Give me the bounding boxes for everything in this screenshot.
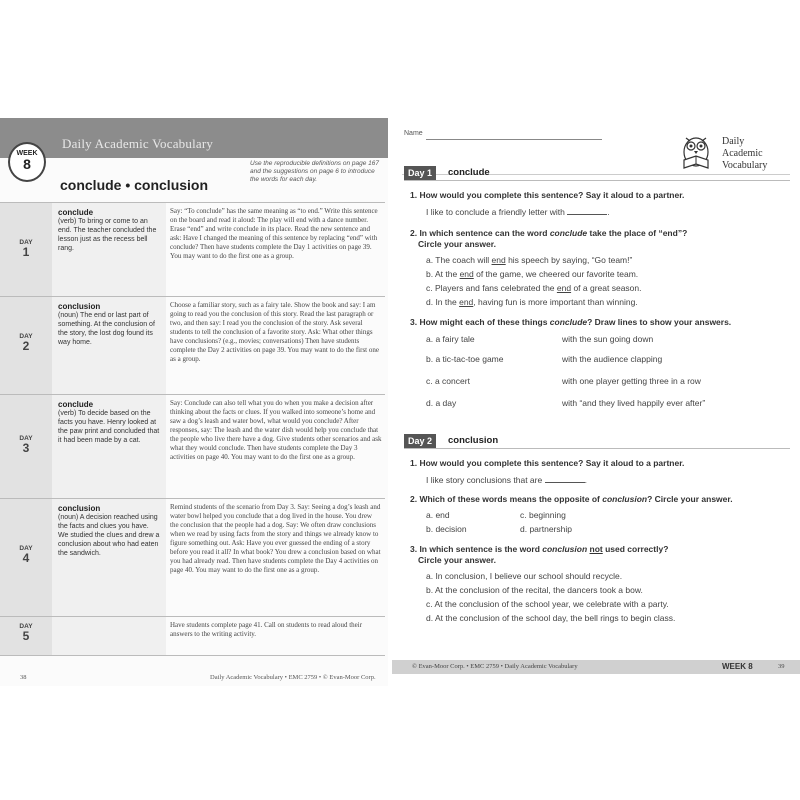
day1-tag: Day 1 xyxy=(404,166,436,180)
day1-question-2-line2: Circle your answer. xyxy=(418,239,496,249)
definition-cell xyxy=(52,499,166,617)
left-page xyxy=(0,118,388,686)
instructions: Say: Conclude can also tell what you do when you make a decision after thinking about the facts or clues. If you walked into someone’s home and saw a dog’s leash and water bowl, what would you conclude? After responses, say: The leash and the water dish would help you conclude that the people who live there have a dog. Give students other scenarios and ask what they would conclude. Then have students complete the Day 3 activities on page 40. You may want to do the first one as a group. xyxy=(170,399,382,461)
definition: (verb) To decide based on the facts you have. Henry looked at the paw print and concluded that it had been made by a cat. xyxy=(58,410,160,444)
instructions: Remind students of the scenario from Day 3. Say: Seeing a dog’s leash and water bowl helped you conclude that a dog lived in the house. You drew the conclusion that the people had a dog. Say: We often draw conclusions when we read by using facts from the story and things we already know to figure something out. Ask: Have you ever guessed the ending of a story before you read it all? In what book? You drew a conclusion based on what you had already read. Then have students complete the Day 4 activities on page 40. You may want to do the first one as a group. xyxy=(170,503,381,574)
match-left-item[interactable]: a. a fairy tale xyxy=(426,334,475,344)
day2-word: conclusion xyxy=(448,435,499,446)
q-text: used correctly? xyxy=(602,544,669,554)
q-text: take the place of “end”? xyxy=(587,228,688,238)
week-badge xyxy=(8,142,46,182)
name-field[interactable] xyxy=(426,139,602,140)
day2-q3-option[interactable]: c. At the conclusion of the school year, we celebrate with a party. xyxy=(426,599,669,609)
q-word: conclusion xyxy=(602,494,648,504)
right-footer-text: © Evan-Moor Corp. • EMC 2759 • Daily Academic Vocabulary xyxy=(412,663,578,670)
term: conclude xyxy=(58,208,94,217)
right-footer xyxy=(392,660,800,674)
sentence-text: I like story conclusions that are xyxy=(426,475,543,485)
day2-header xyxy=(404,434,790,449)
definition: (noun) The end or last part of something. At the conclusion of the story, the lost dog found its way home. xyxy=(58,312,155,346)
q-not: not xyxy=(589,544,603,554)
match-right-item[interactable]: with the sun going down xyxy=(562,334,654,344)
term: conclusion xyxy=(58,504,101,513)
lesson-table xyxy=(0,202,388,682)
definition-cell xyxy=(52,297,166,395)
left-footer-text: Daily Academic Vocabulary • EMC 2759 • © Evan-Moor Corp. xyxy=(210,674,376,681)
word-title: conclude • conclusion xyxy=(60,177,209,193)
match-right-item[interactable]: with “and they lived happily ever after” xyxy=(562,398,706,408)
day2-q1-sentence: I like story conclusions that are . xyxy=(426,475,587,485)
day2-q3-option[interactable]: b. At the conclusion of the recital, the dancers took a bow. xyxy=(426,585,643,595)
instructions: Have students complete page 41. Call on students to read aloud their answers to the writing activity. xyxy=(170,621,363,638)
day-number: 5 xyxy=(22,629,30,643)
logo-line: Daily xyxy=(722,136,745,147)
lesson-row-day3 xyxy=(0,394,385,499)
day-number: 3 xyxy=(22,441,30,455)
lesson-row-day5 xyxy=(0,616,385,656)
logo-line: Academic xyxy=(722,148,763,159)
left-header-band xyxy=(0,118,388,158)
week-badge-label: WEEK xyxy=(16,150,38,157)
answer-blank[interactable] xyxy=(567,206,607,215)
definition-cell xyxy=(52,203,166,297)
day1-q2-option[interactable]: d. In the end, having fun is more important than winning. xyxy=(426,297,638,307)
day1-q2-option[interactable]: a. The coach will end his speech by saying, “Go team!” xyxy=(426,255,633,265)
right-page-number: 39 xyxy=(778,663,785,670)
day1-question-2 xyxy=(410,228,687,239)
q-word: conclude xyxy=(549,317,588,327)
q-text: 3. How might each of these things xyxy=(410,317,550,327)
q-text: ? Circle your answer. xyxy=(647,494,733,504)
match-right-item[interactable]: with the audience clapping xyxy=(562,354,663,364)
day-label: DAY xyxy=(19,545,33,552)
day1-word: conclude xyxy=(448,167,490,178)
lesson-row-day4 xyxy=(0,498,385,617)
day2-q3-option[interactable]: d. At the conclusion of the school day, the bell rings to begin class. xyxy=(426,613,676,623)
right-page xyxy=(392,118,800,686)
day2-q2-option[interactable]: d. partnership xyxy=(520,524,572,534)
day2-question-3-line2: Circle your answer. xyxy=(418,555,496,565)
definition: (noun) A decision reached using the facts and clues you have. We studied the clues and drew a conclusion about who had eaten the sandwich. xyxy=(58,514,160,557)
day-label: DAY xyxy=(19,623,33,630)
day2-question-1: 1. How would you complete this sentence? Say it aloud to a partner. xyxy=(410,458,685,468)
match-left-item[interactable]: b. a tic-tac-toe game xyxy=(426,354,504,364)
day2-question-3 xyxy=(410,544,668,555)
q-text: 3. In which sentence is the word xyxy=(410,544,543,554)
match-left-item[interactable]: d. a day xyxy=(426,398,457,408)
day-cell xyxy=(0,395,52,499)
term: conclusion xyxy=(58,302,101,311)
day2-tag: Day 2 xyxy=(404,434,436,448)
q-word: conclusion xyxy=(542,544,588,554)
day-cell xyxy=(0,499,52,617)
day-label: DAY xyxy=(19,435,33,442)
day-cell xyxy=(0,617,52,655)
lesson-row-day1 xyxy=(0,202,385,297)
day-cell xyxy=(0,297,52,395)
logo-line: Vocabulary xyxy=(722,160,768,171)
day1-q1-sentence: I like to conclude a friendly letter with . xyxy=(426,207,610,217)
instructions: Say: “To conclude” has the same meaning as “to end.” Write this sentence on the board and read it aloud: The play will end with a dance number. Erase “end” and write conclude in its place. Read the new sentence and ask: Have I changed the meaning of this sentence by replacing “end” with conclude? Then have students complete the Day 1 activities on page 39. You may want to do the first one as a group. xyxy=(170,207,378,260)
q-word: conclude xyxy=(549,228,588,238)
day-cell xyxy=(0,203,52,297)
day2-q2-option[interactable]: a. end xyxy=(426,510,450,520)
day1-q2-option[interactable]: c. Players and fans celebrated the end of a great season. xyxy=(426,283,642,293)
day-label: DAY xyxy=(19,239,33,246)
day2-q3-option[interactable]: a. In conclusion, I believe our school should recycle. xyxy=(426,571,623,581)
day1-q2-option[interactable]: b. At the end of the game, we cheered our favorite team. xyxy=(426,269,639,279)
day-number: 2 xyxy=(22,339,30,353)
lesson-row-day2 xyxy=(0,296,385,395)
definition-cell xyxy=(52,617,166,655)
footer-week: WEEK 8 xyxy=(722,662,753,671)
definition: (verb) To bring or come to an end. The teacher concluded the lesson just as the recess bell rang. xyxy=(58,218,157,252)
day2-q2-option[interactable]: b. decision xyxy=(426,524,467,534)
match-right-item[interactable]: with one player getting three in a row xyxy=(562,376,701,386)
day-label: DAY xyxy=(19,333,33,340)
q-text: ? Draw lines to show your answers. xyxy=(587,317,732,327)
answer-blank[interactable] xyxy=(545,474,585,483)
sentence-text: I like to conclude a friendly letter with xyxy=(426,207,565,217)
q-text: 2. In which sentence can the word xyxy=(410,228,550,238)
instructions: Choose a familiar story, such as a fairy tale. Show the book and say: I am going to read you the conclusion of this story. Read the last paragraph or two, and then say: I read you the conclusion of the story. Ask several students to tell the conclusion of a favorite story. Ask: What other things have conclusions? (e.g., movies; conversations) Then have students complete the Day 2 activities on page 39. You may want to do the first one as a group. xyxy=(170,301,379,363)
week-badge-number: 8 xyxy=(23,156,31,172)
day-number: 4 xyxy=(22,551,30,565)
term: conclude xyxy=(58,400,94,409)
day2-question-2 xyxy=(410,494,733,505)
day1-question-1: 1. How would you complete this sentence? Say it aloud to a partner. xyxy=(410,190,685,200)
q-text: 2. Which of these words means the opposite of xyxy=(410,494,603,504)
left-footer xyxy=(0,666,388,686)
left-page-number: 38 xyxy=(20,674,27,681)
day2-q2-option[interactable]: c. beginning xyxy=(520,510,566,520)
day-number: 1 xyxy=(22,245,30,259)
day1-header xyxy=(404,166,790,181)
day1-question-3 xyxy=(410,317,731,328)
teacher-note: Use the reproducible definitions on page 167 and the suggestions on page 6 to introduce the words for each day. xyxy=(250,160,380,183)
match-left-item[interactable]: c. a concert xyxy=(426,376,470,386)
definition-cell xyxy=(52,395,166,499)
left-header-title: Daily Academic Vocabulary xyxy=(62,136,214,151)
name-label: Name xyxy=(404,130,423,137)
